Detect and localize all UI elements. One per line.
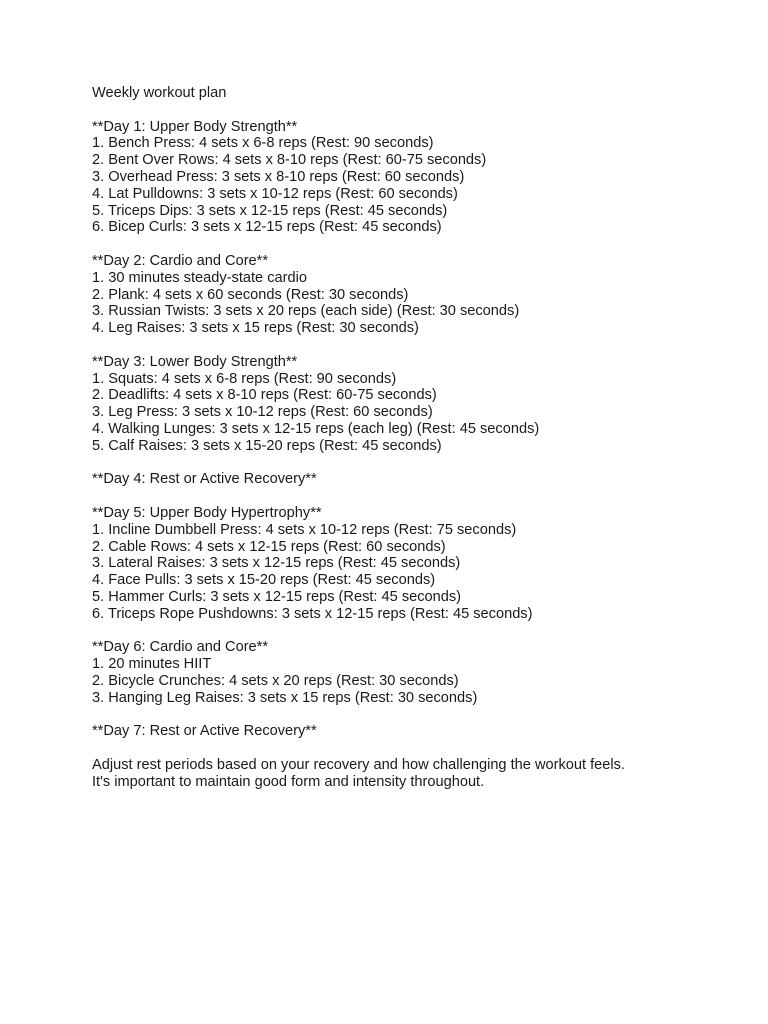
exercise-item: 2. Bicycle Crunches: 4 sets x 20 reps (Rest: 30 seconds) bbox=[92, 672, 459, 689]
exercise-item: 3. Hanging Leg Raises: 3 sets x 15 reps (Rest: 30 seconds) bbox=[92, 689, 478, 706]
day-section-6 bbox=[92, 639, 732, 706]
exercise-item: 2. Cable Rows: 4 sets x 12-15 reps (Rest: 60 seconds) bbox=[92, 538, 446, 555]
day-heading: **Day 4: Rest or Active Recovery** bbox=[92, 471, 317, 488]
exercise-item: 6. Bicep Curls: 3 sets x 12-15 reps (Rest: 45 seconds) bbox=[92, 219, 442, 236]
exercise-item: 2. Bent Over Rows: 4 sets x 8-10 reps (Rest: 60-75 seconds) bbox=[92, 152, 487, 169]
exercise-item: 6. Triceps Rope Pushdowns: 3 sets x 12-15 reps (Rest: 45 seconds) bbox=[92, 605, 533, 622]
day-section-3 bbox=[92, 354, 732, 455]
exercise-item: 2. Plank: 4 sets x 60 seconds (Rest: 30 seconds) bbox=[92, 286, 409, 303]
exercise-item: 4. Face Pulls: 3 sets x 15-20 reps (Rest: 45 seconds) bbox=[92, 572, 436, 589]
exercise-item: 3. Lateral Raises: 3 sets x 12-15 reps (Rest: 45 seconds) bbox=[92, 555, 461, 572]
exercise-item: 1. 30 minutes steady-state cardio bbox=[92, 269, 307, 286]
exercise-item: 1. Squats: 4 sets x 6-8 reps (Rest: 90 seconds) bbox=[92, 370, 397, 387]
day-section-7 bbox=[92, 723, 732, 740]
document-page bbox=[92, 85, 732, 790]
closing-line: It's important to maintain good form and intensity throughout. bbox=[92, 773, 485, 790]
closing-note bbox=[92, 757, 732, 791]
day-heading: **Day 1: Upper Body Strength** bbox=[92, 118, 298, 135]
exercise-item: 4. Walking Lunges: 3 sets x 12-15 reps (each leg) (Rest: 45 seconds) bbox=[92, 420, 540, 437]
exercise-item: 2. Deadlifts: 4 sets x 8-10 reps (Rest: 60-75 seconds) bbox=[92, 387, 437, 404]
day-section-4 bbox=[92, 471, 732, 488]
exercise-item: 1. 20 minutes HIIT bbox=[92, 656, 212, 673]
day-heading: **Day 3: Lower Body Strength** bbox=[92, 353, 298, 370]
exercise-item: 1. Bench Press: 4 sets x 6-8 reps (Rest: 90 seconds) bbox=[92, 135, 434, 152]
day-section-5 bbox=[92, 505, 732, 623]
exercise-item: 5. Calf Raises: 3 sets x 15-20 reps (Rest: 45 seconds) bbox=[92, 437, 442, 454]
day-heading: **Day 6: Cardio and Core** bbox=[92, 639, 269, 656]
day-heading: **Day 2: Cardio and Core** bbox=[92, 252, 269, 269]
exercise-item: 4. Leg Raises: 3 sets x 15 reps (Rest: 30 seconds) bbox=[92, 320, 419, 337]
exercise-item: 5. Hammer Curls: 3 sets x 12-15 reps (Rest: 45 seconds) bbox=[92, 588, 462, 605]
exercise-item: 5. Triceps Dips: 3 sets x 12-15 reps (Rest: 45 seconds) bbox=[92, 202, 448, 219]
document-title: Weekly workout plan bbox=[92, 85, 227, 101]
exercise-item: 4. Lat Pulldowns: 3 sets x 10-12 reps (Rest: 60 seconds) bbox=[92, 185, 458, 202]
exercise-item: 1. Incline Dumbbell Press: 4 sets x 10-12 reps (Rest: 75 seconds) bbox=[92, 521, 517, 538]
closing-line: Adjust rest periods based on your recovery and how challenging the workout feels. bbox=[92, 756, 625, 773]
day-heading: **Day 7: Rest or Active Recovery** bbox=[92, 723, 317, 740]
day-section-2 bbox=[92, 253, 732, 337]
exercise-item: 3. Overhead Press: 3 sets x 8-10 reps (Rest: 60 seconds) bbox=[92, 168, 465, 185]
exercise-item: 3. Leg Press: 3 sets x 10-12 reps (Rest: 60 seconds) bbox=[92, 404, 433, 421]
day-heading: **Day 5: Upper Body Hypertrophy** bbox=[92, 504, 322, 521]
day-section-1 bbox=[92, 119, 732, 237]
exercise-item: 3. Russian Twists: 3 sets x 20 reps (each side) (Rest: 30 seconds) bbox=[92, 303, 520, 320]
